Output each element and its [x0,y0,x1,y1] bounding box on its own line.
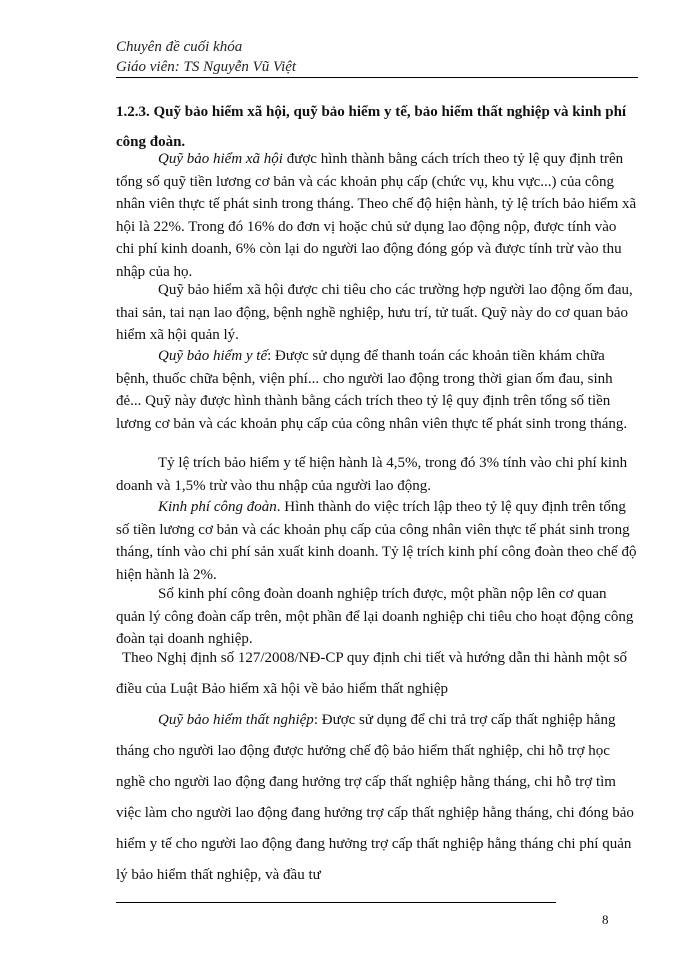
paragraph-social-insurance-spending [116,279,638,347]
header-instructor: Giáo viên: TS Nguyễn Vũ Việt [116,59,297,75]
paragraph-text: Theo Nghị định số 127/2008/NĐ-CP quy định chi tiết và hướng dẫn thi hành một số điều của Luật Bảo hiểm xã hội về bảo hiểm thất nghiệp [116,650,628,697]
paragraph-text: Quỹ bảo hiểm xã hội được chi tiêu cho các trường hợp người lao động ốm đau, thai sản, tai nạn lao động, bệnh nghề nghiệp, hưu trí, tử tuất. Quỹ này do cơ quan bảo hiểm xã hội quản lý. [116,282,633,343]
term-union-fund: Kinh phí công đoàn [158,499,277,515]
paragraph-decree-reference [116,643,638,705]
paragraph-social-insurance-fund [116,148,638,283]
header-divider [116,77,638,78]
paragraph-text: : Được sử dụng để chi trả trợ cấp thất nghiệp hằng tháng cho người lao động được hưởng chế độ bảo hiểm thất nghiệp, chi hỗ trợ học nghề cho người lao động đang hưởng trợ cấp thất nghiệp hằng tháng, chi hỗ trợ tìm việc làm cho người lao động đang hưởng trợ cấp thất nghiệp hằng tháng, chi đóng bảo hiểm y tế cho người lao động đang hưởng trợ cấp thất nghiệp hằng tháng chi phí quản lý bảo hiểm thất nghiệp, và đầu tư [116,712,634,883]
running-header [116,37,296,77]
paragraph-union-fund-allocation [116,583,638,651]
footer-divider [116,902,556,903]
paragraph-text: : Được sử dụng để thanh toán các khoản tiền khám chữa bệnh, thuốc chữa bệnh, viện phí... cho người lao động trong thời gian ốm đau, sinh đẻ... Quỹ này được hình thành bằng cách trích theo tỷ lệ quy định trên tổng số tiền lương cơ bản và các khoản phụ cấp của công nhân viên thực tế phát sinh trong tháng. [116,348,628,432]
term-social-insurance-fund: Quỹ bảo hiểm xã hội [158,151,283,167]
paragraph-union-fund [116,496,638,586]
term-health-insurance-fund: Quỹ bảo hiểm y tế [158,348,268,364]
section-heading: 1.2.3. Quỹ bảo hiểm xã hội, quỹ bảo hiểm y tế, bảo hiểm thất nghiệp và kinh phí công đoàn. [116,104,627,150]
paragraph-text: Số kinh phí công đoàn doanh nghiệp trích được, một phần nộp lên cơ quan quản lý công đoàn cấp trên, một phần để lại doanh nghiệp chi tiêu cho hoạt động công đoàn tại doanh nghiệp. [116,586,634,647]
term-unemployment-insurance-fund: Quỹ bảo hiểm thất nghiệp [158,712,314,728]
paragraph-text: . Hình thành do việc trích lập theo tỷ lệ quy định trên tổng số tiền lương cơ bản và các khoản phụ cấp của công nhân viên thực tế phát sinh trong tháng, tính vào chi phí sản xuất kinh doanh. Tỷ lệ trích kinh phí công đoàn theo chế độ hiện hành là 2%. [116,499,637,583]
paragraph-health-insurance-rate [116,452,638,497]
header-course-title: Chuyên đề cuối khóa [116,39,243,55]
page-number: 8 [602,912,609,927]
paragraph-health-insurance-fund [116,345,638,435]
paragraph-text: Tỷ lệ trích bảo hiểm y tế hiện hành là 4,5%, trong đó 3% tính vào chi phí kinh doanh và 1,5% trừ vào thu nhập của người lao động. [116,455,628,494]
paragraph-unemployment-insurance-fund [116,705,638,891]
paragraph-text: được hình thành bằng cách trích theo tỷ lệ quy định trên tổng số quỹ tiền lương cơ bản và các khoản phụ cấp (chức vụ, khu vực...) của công nhân viên thực tế phát sinh trong tháng. Theo chế độ hiện hành, tỷ lệ trích bảo hiểm xã hội là 22%. Trong đó 16% do đơn vị hoặc chủ sử dụng lao động nộp, được tính vào chi phí kinh doanh, 6% còn lại do người lao động đóng góp và được tính trừ vào thu nhập của họ. [116,151,637,280]
